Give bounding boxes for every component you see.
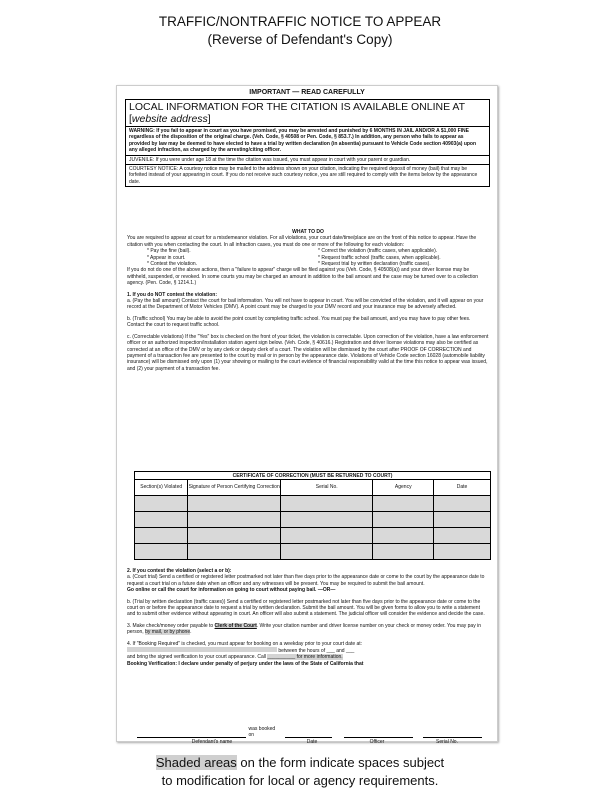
table-row[interactable] — [135, 512, 491, 528]
signature-labels — [137, 739, 482, 745]
booking-hours: between the hours of ___ and ___ — [277, 648, 355, 655]
defendant-name-line[interactable] — [137, 731, 246, 738]
section-1c: c. (Correctable violations) If the "Yes" box is checked on the front of your ticket, the violation is correctable. Upon correction of the violation, have a law enforcement officer or an authorized inspection/installation station agent sign below. (Veh. Code, § 40616.) Registration and driver license violations may also be certified as corrected at an office of the DMV or by any clerk or deputy clerk of a court. The violation will be dismissed by the court after PROOF OF CORRECTION and payment of a transaction fee are presented to the court by mail or in person by the appearance date. Violations of Vehicle Code section 16028 (automobile liability insurance) will be dismissed only upon (1) your showing or mailing to the court evidence of financial responsibility valid at the time this notice to appear was issued, and (2) your payment of a transaction fee. — [127, 333, 489, 372]
date-line[interactable] — [285, 731, 332, 738]
section-4 — [127, 641, 489, 655]
options-left — [147, 248, 318, 267]
footer-text-1: on the form indicate spaces subject — [236, 755, 445, 770]
section-2a: a. (Court trial) Send a certified or registered letter postmarked not later than five days prior to the appearance date or come to the court by the appearance date to request a court trial on a future date when an officer and any witnesses will be present. You may be required to submit the bail amount. — [127, 574, 485, 587]
booking-location-field[interactable] — [127, 647, 277, 652]
website-address: website address — [131, 113, 208, 125]
intro-text: You are required to appear at court for a misdemeanor violation. For all violations, your court date/time/place are on the front of this notice to appear. Have the citation with you when contacting the court. In all infraction cases, you must do one or more of the following for each violation: — [127, 235, 477, 248]
section-3-end: . — [190, 629, 192, 636]
juvenile-text: JUVENILE: If you were under age 18 at the time the citation was issued, you must appear in court with your parent or guardian. — [126, 156, 489, 165]
local-info-close: ] — [207, 113, 211, 125]
booking-phone-field[interactable]: __________ for more information. — [267, 654, 343, 661]
col-agency: Agency — [373, 480, 434, 496]
section-3-text: 3. Make check/money order payable to — [127, 622, 215, 629]
signature-block — [137, 726, 482, 745]
option-written-declaration: * Request trial by written declaration (traffic cases). — [318, 261, 431, 268]
page-subtitle: (Reverse of Defendant's Copy) — [207, 32, 393, 47]
option-contest: * Contest the violation. — [147, 261, 198, 268]
signature-line — [137, 726, 482, 738]
notice-box — [125, 99, 490, 187]
clerk-of-court: Clerk of the Court — [214, 622, 257, 629]
options-list — [127, 248, 489, 267]
section-4-text-2: and bring the signed verification to your court appearance. Call — [127, 654, 268, 661]
option-correct: * Correct the violation (traffic cases, when applicable). — [318, 248, 438, 255]
section-2-title: 2. If you contest the violation (select a or b): — [127, 568, 232, 574]
label-serial: Serial No. — [436, 739, 458, 745]
footer-line-1 — [0, 755, 600, 770]
label-date: Date — [306, 739, 318, 745]
col-date: Date — [434, 480, 491, 496]
courtesy-text: COURTESY NOTICE: A courtesy notice may be mailed to the address shown on your citation, indicating the required deposit of money (bail) that may be forfeited instead of your appearing in court. If you do not receive such courtesy notice, you are still required to comply with the items below by the appearance date. — [129, 166, 478, 185]
contest-section — [127, 568, 489, 667]
section-1-title: 1. If you do NOT contest the violation: — [127, 291, 218, 298]
page-title: TRAFFIC/NONTRAFFIC NOTICE TO APPEAR — [158, 14, 442, 29]
footer-line-2: to modification for local or agency requirements. — [161, 773, 439, 788]
label-officer: Officer — [369, 739, 385, 745]
booked-on-label: was booked on — [248, 726, 276, 738]
payment-methods: by mail, or by phone — [145, 629, 191, 636]
section-2a-online: Go online or call the court for information on going to court without paying bail. —OR— — [127, 587, 336, 594]
option-traffic-school: * Request traffic school (traffic cases, when applicable). — [318, 254, 441, 261]
col-signature: Signature of Person Certifying Correction — [188, 480, 281, 496]
section-4-text: 4. If "Booking Required" is checked, you must appear for booking on a weekday prior to your court date at: — [127, 640, 363, 647]
form-page — [116, 85, 498, 745]
important-heading: IMPORTANT — READ CAREFULLY — [249, 89, 365, 96]
option-appear: * Appear in court. — [147, 254, 186, 261]
options-right — [318, 248, 489, 267]
local-info-text: LOCAL INFORMATION FOR THE CITATION IS AVAILABLE ONLINE AT [ — [129, 101, 465, 125]
officer-line[interactable] — [344, 731, 413, 738]
booking-verification: Booking Verification: I declare under penalty of perjury under the laws of the State of California that — [127, 660, 364, 667]
section-1a: a. (Pay the ball amount) Contact the court for bail information. You will not have to appear in court. You will be convicted of the violation, and it will appear on your record at the Department of Motor Vehicles (DMV). A point count may be charged to your DMV record and your insurance may be adversely affected. — [127, 298, 484, 311]
col-sections: Section(s) Violated — [135, 480, 188, 496]
local-info — [126, 100, 489, 127]
col-serial: Serial No. — [280, 480, 373, 496]
section-3-text-2: . Write your citation number and driver license number on your check or money order. You may pay in person, — [127, 622, 481, 636]
what-to-do-section — [127, 229, 489, 372]
certificate-table — [134, 471, 491, 560]
serial-line[interactable] — [423, 731, 482, 738]
certificate-title: CERTIFICATE OF CORRECTION (MUST BE RETURNED TO COURT) — [135, 472, 491, 480]
warning-text: WARNING: If you fail to appear in court as you have promised, you may be arrested and punished by 6 MONTHS IN JAIL AND/OR A $1,000 FINE regardless of the disposition of the original charge. (Veh. Code, § 40508 or Pen. Code, § 853.7.) In addition, any person who fails to appear as provided by law may be deemed to have elected to have a trial by written declaration (in absentia) pursuant to Vehicle Code section 40903(a) upon any alleged infraction, as charged by the arresting/citing officer. — [126, 127, 489, 156]
shaded-areas-label: Shaded areas — [155, 755, 237, 770]
fail-note: If you do not do one of the above actions, then a "failure to appear" charge will be filed against you (Veh. Code, § 40508(a)) and your driver license may be withheld, suspended, or revoked. In some courts you may be charged an amount in addition to the bail amount and the case may be turned over to a collection agency. (Pen. Code, § 1214.1.) — [127, 267, 479, 287]
section-3 — [127, 623, 489, 636]
table-row[interactable] — [135, 496, 491, 512]
what-to-do-heading: WHAT TO DO — [292, 229, 324, 235]
table-row[interactable] — [135, 528, 491, 544]
section-1b: b. (Traffic school) You may be able to avoid the point count by completing traffic school. You must pay the bail amount, and you may have to pay other fees. Contact the court to request traffic school. — [127, 315, 471, 329]
label-defendant: Defendant's name — [191, 739, 233, 745]
section-2b: b. (Trial by written declaration (traffic cases)) Send a certified or registered letter postmarked not later than five days prior to the appearance date or come to the court on or before the appearance date to request a trial by written declaration. Submit the bail amount. You will be given forms to allow you to write a statement and to submit other evidence without appearing in court. An officer will also submit a statement. The judicial officer will consider the evidence and decide the case. — [127, 598, 485, 618]
table-row[interactable] — [135, 544, 491, 560]
option-pay: * Pay the fine (bail). — [147, 248, 191, 255]
